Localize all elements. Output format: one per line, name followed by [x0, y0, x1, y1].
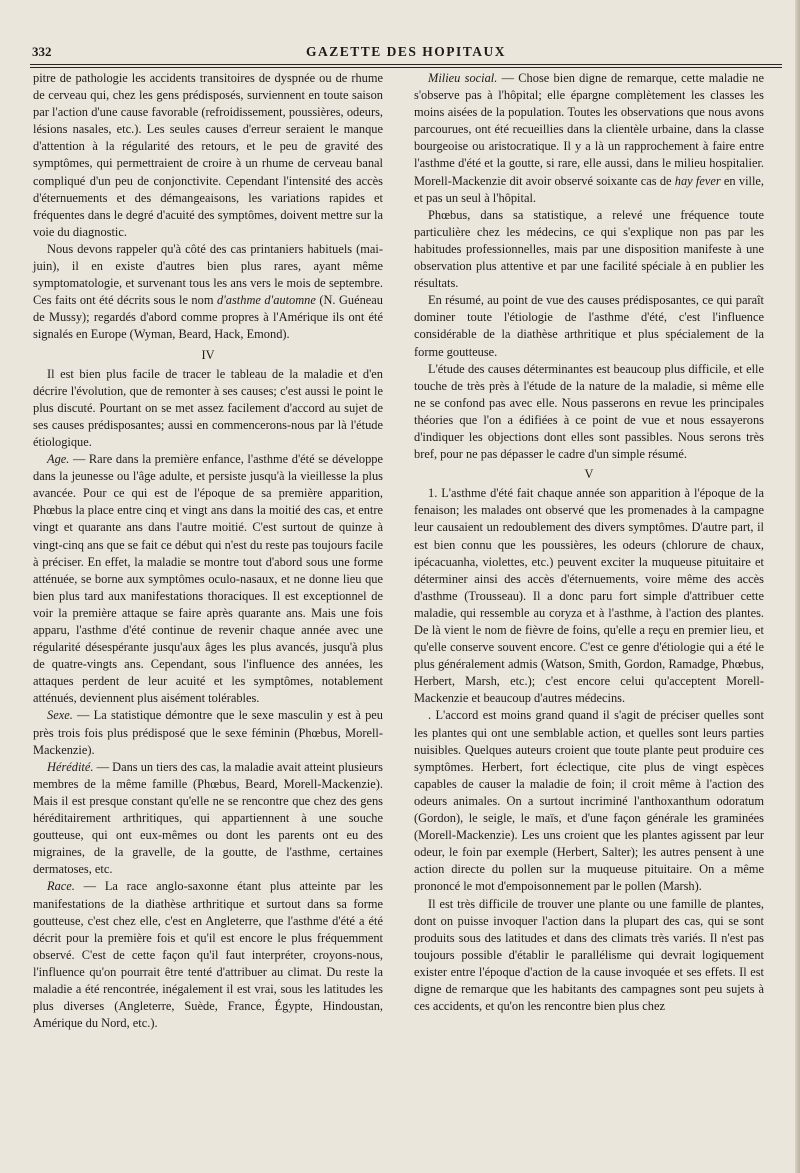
paragraph-difficulte: Il est très difficile de trouver une plante ou une famille de plantes, dont on puisse invoquer l'action dans la plupart des cas, qui se sont produits sous des latitudes et dans des climats très variés. Il n'est pas toujours possible d'établir le parallélisme qui devrait logiquement exister entre l'époque d'action de la cause invoquée et ses effets. Il est digne de remarque que les habitants des campagnes sont peu sujets à ces accidents, et qu'on les rencontre bien plus chez [414, 896, 764, 1014]
paragraph-age: Age. — Rare dans la première enfance, l'asthme d'été se développe dans la jeunesse ou l'âge adulte, et persiste jusqu'à la vieillesse la plus avancée. Pour ce qui est de l'époque de sa première apparition, Phœbus la place entre cinq et vingt ans dans la moitié des cas, et entre vingt et quarante ans dans l'autre moitié. C'est surtout de quinze à vingt-cinq ans que se fait ce début qui n'est du reste pas toujours facile à préciser. En effet, la maladie se montre tout d'abord sous une forme atténuée, se borne aux symptômes oculo-nasaux, et ne donne lieu que bien plus tard aux manifestations thoraciques. Il est exceptionnel de voir la première attaque se faire après quarante ans. Mais une fois apparu, l'asthme d'été continue de revenir chaque année avec une régularité désespérante jusqu'aux âges les plus avancés, jusqu'à plus de quatre-vingts ans. Cependant, sous l'influence des années, les attaques perdent de leur acuité et les symptômes, notablement atténués, deviennent plus aisément tolérables. [33, 452, 383, 706]
page-number: 332 [32, 44, 52, 59]
paragraph-diagnostic: pitre de pathologie les accidents transitoires de dyspnée ou de rhume de cerveau qui, chez les gens prédisposés, surviennent en toute saison par l'action d'une cause favorable (refroidissement, poussières, odeurs, lésions nasales, etc.). Les seules causes d'erreur seraient le manque d'attention à la régularité des retours, et le peu de gravité des symptômes, qui permettraient de croire à un rhume de cerveau banal compliqué d'un peu de conjonctivite. Cependant l'intensité des accès d'éternuements et des démangeaisons, les variations rapides et fréquentes dans le degré d'acuité des symptômes, doivent mettre sur la voie du diagnostic. [33, 71, 383, 239]
paragraph-race: Race. — La race anglo-saxonne étant plus atteinte par les manifestations de la diathèse arthritique et surtout dans sa forme goutteuse, c'est chez elle, c'est en Angleterre, que l'asthme d'été a été décrit pour la première fois et qu'il est encore le plus fréquemment observé. C'est de cette façon qu'il faut interpréter, croyons-nous, l'influence qu'on pourrait être tenté d'attribuer au climat. Du reste la maladie a été rencontrée, inégalement il est vrai, sous les latitudes les plus diverses (Angleterre, Suède, France, Égypte, Hindoustan, Amérique du Nord, etc.). [33, 879, 383, 1031]
right-column [414, 70, 764, 1015]
running-header [30, 44, 782, 64]
left-column [33, 70, 383, 1032]
subheading-heredite: Hérédité. [47, 759, 94, 774]
paragraph-asthme-automne: Nous devons rappeler qu'à côté des cas printaniers habituels (mai-juin), il en existe d'autres bien plus rares, ayant même symptomatologie, et survenant tous les ans vers le mois de septembre. Ces faits ont été décrits sous le nom d'asthme d'automne (N. Guéneau de Mussy); regardés d'abord comme propres à l'Amérique ils ont été signalés en Europe (Wyman, Beard, Hack, Emond). [33, 241, 384, 342]
paragraph-heredite: Hérédité. — Dans un tiers des cas, la maladie avait atteint plusieurs membres de la même famille (Phœbus, Beard, Morell-Mackenzie). Mais il est presque constant qu'elle ne se rencontre que chez des gens héréditairement arthritiques, qui appartiennent à une souche goutteuse, qui ont eux-mêmes ou dont les parents ont eu des migraines, de la gravelle, de la goutte, de l'asthme, certaines dermatoses, etc. [33, 759, 383, 877]
journal-title: GAZETTE DES HOPITAUX [305, 44, 507, 59]
subheading-milieu-social: Milieu social. [428, 71, 498, 85]
paragraph-sexe: Sexe. — La statistique démontre que le sexe masculin y est à peu près trois fois plus prédisposé que le sexe féminin (Phœbus, Morell-Mackenzie). [33, 708, 383, 757]
paragraph-etiologie: Il est bien plus facile de tracer le tableau de la maladie et d'en décrire l'évolution, que de remonter à ses causes; c'est aussi le point le plus discuté. Pourtant on se met assez facilement d'accord au sujet de ses causes prédisposantes; aussi en commencerons-nous par là l'étude étiologique. [33, 366, 383, 449]
section-heading-v: V [584, 467, 594, 482]
term-hay-fever: hay fever [674, 173, 721, 188]
paragraph-fenaison: 1. L'asthme d'été fait chaque année son apparition à l'époque de la fenaison; les malades ont observé que les promenades à la campagne leur causaient un redoublement des divers symptômes. D'autre part, il est bien connu que les poussières, les odeurs (chlorure de chaux, ipécacuanha, violettes, etc.) peuvent exciter la muqueuse pituitaire et déterminer ainsi des accès d'éternuements, voire même des accès d'asthme (Trousseau). Il a donc paru fort simple d'attribuer cette maladie, qui ressemble au coryza et à l'asthme, à l'action des plantes. De là vient le nom de fièvre de foins, qu'elle a reçu en premier lieu, et qu'elle conserve souvent encore. C'est ce genre d'étiologie qui a été le plus généralement admis (Watson, Smith, Gordon, Ramadge, Phœbus, Herbert, Marsh, etc.); c'est encore celui qu'acceptent Morell-Mackenzie et beaucoup d'autres médecins. [414, 486, 764, 706]
subheading-age: Age. [47, 452, 70, 467]
section-heading-iv: IV [201, 347, 215, 362]
page-edge-shadow [795, 0, 800, 1173]
paragraph-resume: En résumé, au point de vue des causes prédisposantes, ce qui paraît dominer toute l'étiologie de l'asthme d'été, c'est l'influence considérable de la diathèse arthritique et plus spécialement de la forme goutteuse. [414, 293, 764, 359]
subheading-sexe: Sexe. [47, 708, 73, 723]
paragraph-phoebus: Phœbus, dans sa statistique, a relevé une fréquence toute particulière chez les médecins, ce qui s'explique non pas par les habitudes professionnelles, mais par une disposition manifeste à une observation plus attentive et par une facilité spéciale à en publier les résultats. [414, 207, 764, 291]
paragraph-milieu-social: Milieu social. — Chose bien digne de remarque, cette maladie ne s'observe pas à l'hôpital; elle épargne complètement les classes les moins aisées de la population. Toutes les observations que nous avons parcourues, ont été recueillies dans la clientèle urbaine, dans la classe bourgeoise ou aristocratique. Il y a là un rapprochement à faire entre l'asthme d'été et la goutte, si rare, elle aussi, dans le milieu hospitalier. Morell-Mackenzie dit avoir observé soixante cas de hay fever en ville, et pas un seul à l'hôpital. [414, 71, 764, 205]
term-asthme-automne: d'asthme d'automne [216, 293, 316, 308]
header-rule-thick [30, 64, 782, 65]
paragraph-plantes: . L'accord est moins grand quand il s'agit de préciser quelles sont les plantes qui ont une semblable action, et quelles sont leurs parties nuisibles. Quelques auteurs croient que toute plante peut produire ces symptômes. Herbert, fort éclectique, cite plus de vingt espèces capables de causer la maladie de foin; il croit même à l'action des odeurs animales. On a surtout incriminé l'anthoxanthum odoratum (Gordon), le seigle, le maïs, et d'une façon générale les graminées (Morell-Mackenzie). Les uns croient que les plantes agissent par leur odeur, le foin par exemple (Herbert, Salter); les autres pensent à une action directe du pollen sur la muqueuse pituitaire. On a même prononcé le mot d'empoisonnement par le pollen (Marsh). [414, 708, 764, 894]
header-rule-thin [30, 67, 782, 68]
subheading-race: Race. [47, 879, 75, 894]
paragraph-causes-determinantes: L'étude des causes déterminantes est beaucoup plus difficile, et elle touche de très près à l'étude de la nature de la maladie, si même elle ne se confond pas avec elle. Nous passerons en revue les principales théories que l'on a édifiées à ce point de vue et nous essayerons d'indiquer les objections dont elles sont passibles. Nous serons très bref, pour ne pas dépasser le cadre d'un simple résumé. [414, 361, 764, 462]
